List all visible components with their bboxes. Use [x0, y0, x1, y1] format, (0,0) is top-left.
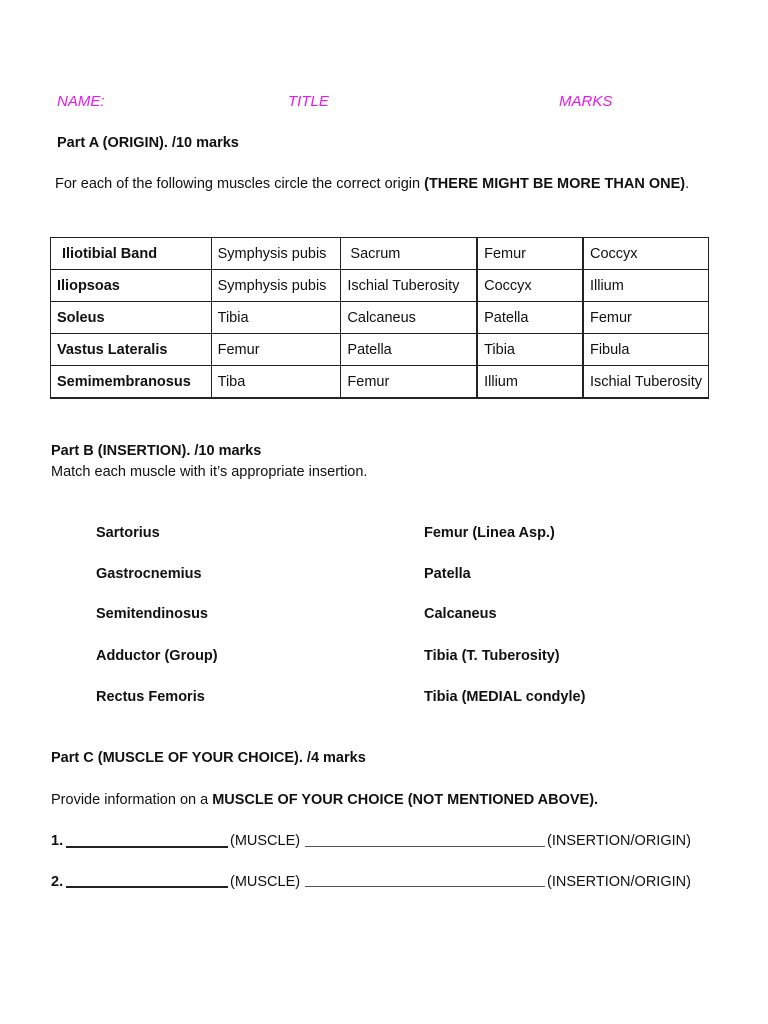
insertion-item: Patella [424, 566, 471, 582]
part-b-instruction: Match each muscle with it’s appropriate insertion. [51, 464, 368, 480]
table-row [51, 366, 709, 399]
muscle-item: Adductor (Group) [96, 648, 218, 664]
option-cell[interactable]: Patella [477, 302, 583, 334]
muscle-item: Semitendinosus [96, 606, 208, 622]
option-cell[interactable]: Patella [341, 334, 477, 366]
table-row [51, 238, 709, 270]
muscle-item: Gastrocnemius [96, 566, 202, 582]
option-cell[interactable]: Symphysis pubis [211, 270, 341, 302]
part-c-instruction [51, 792, 598, 808]
option-cell[interactable]: Symphysis pubis [211, 238, 341, 270]
item-number: 2. [51, 874, 64, 890]
muscle-cell: Vastus Lateralis [51, 334, 212, 366]
part-a-instruction [55, 176, 689, 192]
table-row [51, 334, 709, 366]
part-a-instruction-text: For each of the following muscles circle the correct origin [55, 176, 425, 192]
name-label: NAME: [57, 93, 105, 110]
table-row [51, 270, 709, 302]
muscle-cell: Soleus [51, 302, 212, 334]
option-cell[interactable]: Tiba [211, 366, 341, 399]
option-cell[interactable]: Sacrum [341, 238, 477, 270]
insertion-answer-line[interactable] [305, 846, 545, 847]
option-cell[interactable]: Fibula [583, 334, 709, 366]
insertion-item: Tibia (T. Tuberosity) [424, 648, 560, 664]
option-cell[interactable]: Illium [583, 270, 709, 302]
item-number: 1. [51, 833, 64, 849]
insertion-item: Calcaneus [424, 606, 497, 622]
insertion-item: Femur (Linea Asp.) [424, 525, 555, 541]
muscle-label: (MUSCLE) [230, 833, 301, 849]
part-c-instruction-text: Provide information on a [51, 792, 213, 808]
muscle-answer-line[interactable] [66, 886, 228, 888]
origin-table [50, 237, 709, 399]
muscle-cell: Iliopsoas [51, 270, 212, 302]
part-a-instruction-bold: (THERE MIGHT BE MORE THAN ONE) [424, 176, 686, 192]
option-cell[interactable]: Coccyx [477, 270, 583, 302]
muscle-item: Rectus Femoris [96, 689, 205, 705]
option-cell[interactable]: Ischial Tuberosity [341, 270, 477, 302]
option-cell[interactable]: Coccyx [583, 238, 709, 270]
muscle-cell: Semimembranosus [51, 366, 212, 399]
insertion-origin-label: (INSERTION/ORIGIN) [547, 833, 691, 849]
insertion-answer-line[interactable] [305, 886, 545, 887]
muscle-label: (MUSCLE) [230, 874, 301, 890]
option-cell[interactable]: Femur [583, 302, 709, 334]
part-c-instruction-bold: MUSCLE OF YOUR CHOICE (NOT MENTIONED ABOVE). [212, 792, 599, 808]
option-cell[interactable]: Calcaneus [341, 302, 477, 334]
option-cell[interactable]: Ischial Tuberosity [583, 366, 709, 399]
muscle-answer-line[interactable] [66, 846, 228, 848]
part-c-heading: Part C (MUSCLE OF YOUR CHOICE). /4 marks [51, 750, 366, 766]
insertion-item: Tibia (MEDIAL condyle) [424, 689, 586, 705]
option-cell[interactable]: Illium [477, 366, 583, 399]
table-row [51, 302, 709, 334]
option-cell[interactable]: Tibia [211, 302, 341, 334]
title-label: TITLE [288, 93, 329, 110]
option-cell[interactable]: Tibia [477, 334, 583, 366]
marks-label: MARKS [559, 93, 613, 110]
option-cell[interactable]: Femur [341, 366, 477, 399]
muscle-item: Sartorius [96, 525, 160, 541]
muscle-cell: Iliotibial Band [51, 238, 212, 270]
option-cell[interactable]: Femur [211, 334, 341, 366]
insertion-origin-label: (INSERTION/ORIGIN) [547, 874, 691, 890]
part-a-instruction-end: . [685, 176, 690, 192]
part-b-heading: Part B (INSERTION). /10 marks [51, 443, 262, 459]
option-cell[interactable]: Femur [477, 238, 583, 270]
part-a-heading: Part A (ORIGIN). /10 marks [57, 135, 239, 151]
